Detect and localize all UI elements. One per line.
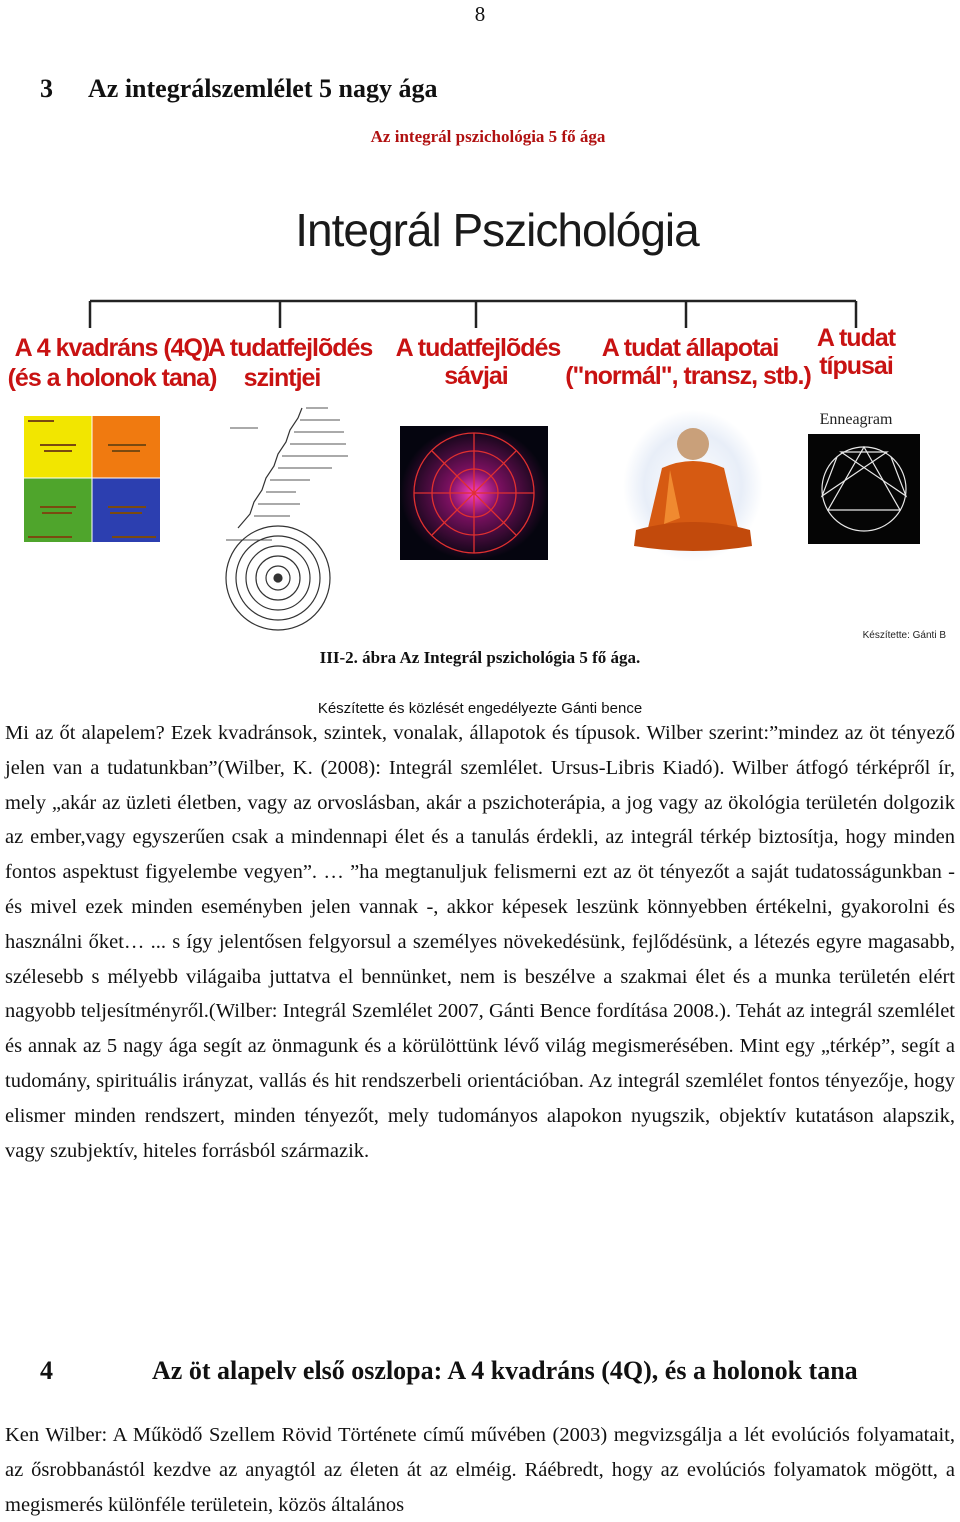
tree-connectors <box>90 301 856 328</box>
section-title: Az integrálszemlélet 5 nagy ága <box>88 74 438 103</box>
branch-quadrants-label <box>8 334 217 392</box>
svg-text:A tudatfejlõdés: A tudatfejlõdés <box>395 334 561 362</box>
body-paragraph: Ken Wilber: A Működő Szellem Rövid Története című művében (2003) megvizsgálja a lét evolúciós folyamatait, az ősrobbanástól kezdve az anyagtól az életen át az elméig. Ráébredt, hogy az evolúciós folyamatok mögött, a megismerés különféle területein, közös általános <box>5 1424 955 1516</box>
section-title: Az öt alapelv első oszlopa: A 4 kvadráns (4Q), és a holonok tana <box>152 1356 858 1385</box>
lines-radar-image <box>400 426 548 560</box>
figure-credit: Készítette: Gánti B <box>862 630 946 641</box>
enneagram-image <box>808 434 920 544</box>
figure-main-title: Integrál Pszichológia <box>295 204 699 256</box>
branch-levels-label <box>208 334 373 392</box>
svg-text:("normál", transz, stb.): ("normál", transz, stb.) <box>565 362 811 390</box>
branch-types-label <box>817 324 897 380</box>
svg-text:A tudat állapotai: A tudat állapotai <box>601 334 779 362</box>
page-number: 8 <box>474 2 486 26</box>
svg-text:A 4 kvadráns (4Q): A 4 kvadráns (4Q) <box>14 334 210 362</box>
body-paragraph: Mi az őt alapelem? Ezek kvadránsok, szintek, vonalak, állapotok és típusok. Wilber szerint:”mindez az öt tényező jelen van a tudatunkban”(Wilber, K. (2008): Integrál szemlélet. Ursus-Libris Kiadó). Wilber átfogó térképről ír, mely „akár az üzleti életben, vagy az orvoslásban, akár a pszichoterápia, a jog vagy az ökológia területén dolgozik az ember,vagy egyszerűen csak a mindennapi élet és a tanulás érdekli, az integrál térkép biztosítja, hogy minden fontos aspektust figyelembe vegyen”. … ”ha megtanuljuk felismerni ezt az öt tényezőt a saját tudatosságunkban - és mivel ezek minden eseményben jelen vannak -, akkor képesek leszünk könnyebben értékelni, gyakorolni és használni őket… ... s így jelentősen felgyorsul a személyes növekedésünk, fejlődésünk, a létezés egyre magasabb, szélesebb s mélyebb világaiba juttatva el bennünket, nem is beszélve a szakmai élet és a munka területén elért nagyobb teljesítményről.(Wilber: Integrál Szemlélet 2007, Gánti Bence fordítása 2008.). Tehát az integrál szemlélet és annak az 5 nagy ága segít az önmagunk és a körülöttünk lévő világ megismerésében. Mint egy „térkép”, segít a tudomány, spirituális irányzat, vallás és hit rendszerbeli orientációban. Az integrál szemlélet fontos tényezője, hogy elismer minden rendszert, minden tényezőt, mely tudományos alapokon nyugszik, objektív kutatáson alapszik, vagy szubjektív, hiteles forrásból származik. <box>5 722 955 1162</box>
svg-text:sávjai: sávjai <box>444 362 508 390</box>
levels-staircase-diagram <box>226 408 348 540</box>
integral-psychology-figure <box>0 118 960 648</box>
section-number: 4 <box>40 1356 53 1385</box>
svg-text:(és a holonok tana): (és a holonok tana) <box>7 364 217 392</box>
branch-states-label <box>565 334 811 390</box>
figure-caption-credit: Készítette és közlését engedélyezte Gánti bence <box>317 700 643 717</box>
section-number: 3 <box>40 74 53 103</box>
branch-lines-label <box>396 334 561 390</box>
svg-text:A tudat: A tudat <box>816 324 896 352</box>
figure-caption: III-2. ábra Az Integrál pszichológia 5 fő ága. <box>319 648 641 667</box>
svg-text:típusai: típusai <box>819 352 893 380</box>
svg-text:szintjei: szintjei <box>243 364 321 392</box>
enneagram-label: Enneagram <box>819 411 893 428</box>
four-quadrants-diagram <box>24 416 160 542</box>
figure-top-title: Az integrál pszichológia 5 fő ága <box>370 127 606 146</box>
concentric-circles-diagram <box>226 526 330 630</box>
svg-text:A tudatfejlõdés: A tudatfejlõdés <box>207 334 373 362</box>
meditating-monk-image <box>623 410 763 562</box>
